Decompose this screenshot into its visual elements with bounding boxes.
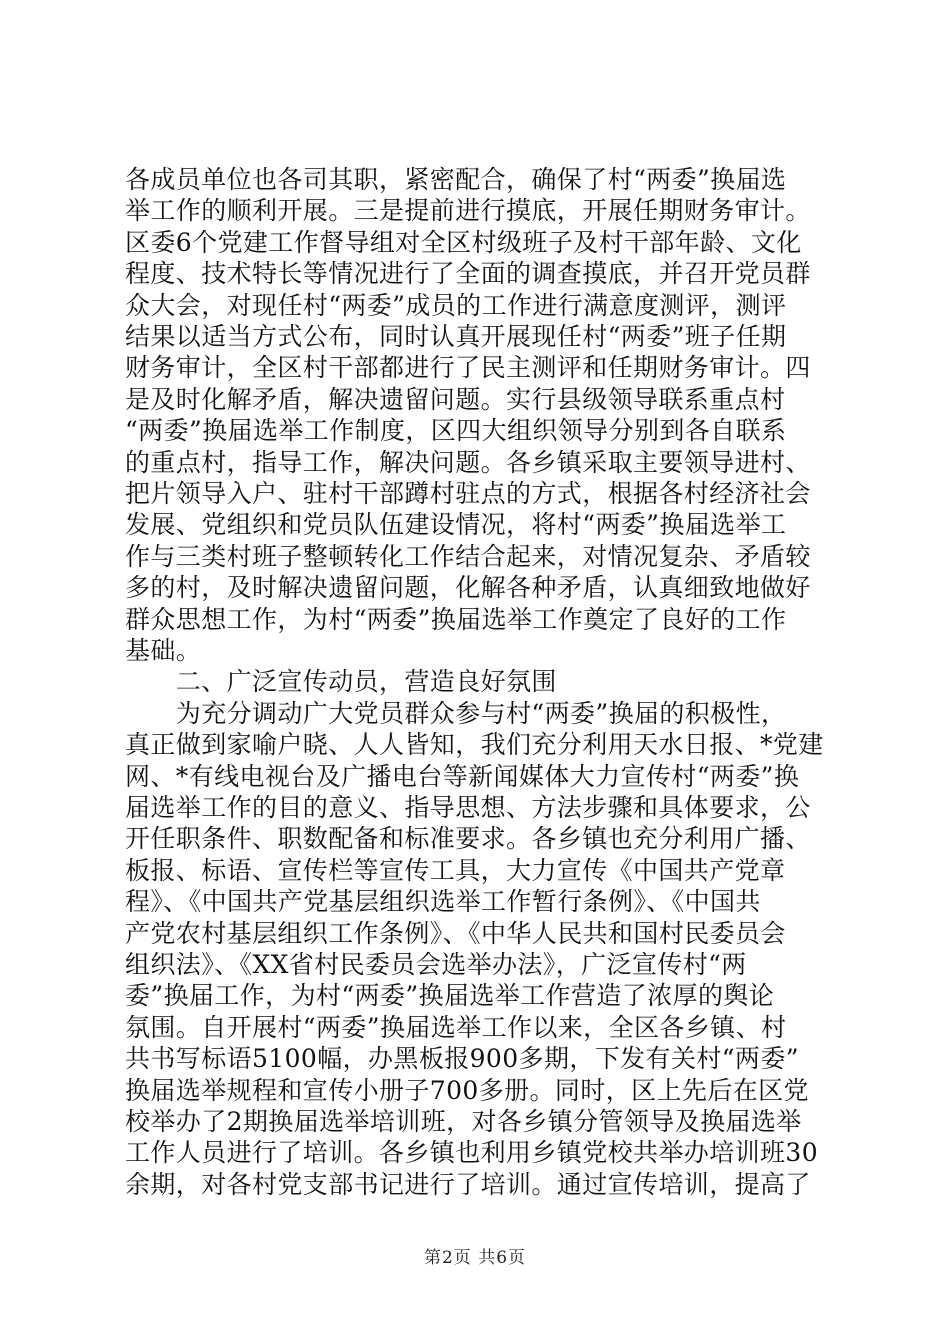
text-line: 氛围。自开展村“两委”换届选举工作以来，全区各乡镇、村 bbox=[125, 1012, 787, 1042]
text-line: 举工作的顺利开展。三是提前进行摸底，开展任期财务审计。 bbox=[125, 196, 811, 226]
text-line: 程》、《中国共产党基层组织选举工作暂行条例》、《中国共 bbox=[125, 887, 761, 917]
text-line: 余期，对各村党支部书记进行了培训。通过宣传培训，提高了 bbox=[125, 1169, 811, 1199]
text-line: 众大会，对现任村“两委”成员的工作进行满意度测评，测评 bbox=[125, 290, 787, 320]
text-line: 区委6个党建工作督导组对全区村级班子及村干部年龄、文化 bbox=[125, 227, 802, 257]
text-line: 产党农村基层组织工作条例》、《中华人民共和国村民委员会 bbox=[125, 918, 786, 948]
text-line: 是及时化解矛盾，解决遗留问题。实行县级领导联系重点村 bbox=[125, 384, 786, 414]
text-line: 届选举工作的目的意义、指导思想、方法步骤和具体要求，公 bbox=[125, 793, 811, 822]
text-line: 共书写标语5100幅，办黑板报900多期，下发有关村“两委” bbox=[125, 1044, 799, 1074]
text-line: 换届选举规程和宣传小册子700多册。同时，区上先后在区党 bbox=[125, 1075, 809, 1105]
text-line: 财务审计，全区村干部都进行了民主测评和任期财务审计。四 bbox=[125, 353, 811, 383]
text-line: 真正做到家喻户晓、人人皆知，我们充分利用天水日报、*党建 bbox=[125, 730, 824, 760]
text-line: 网、*有线电视台及广播电台等新闻媒体大力宣传村“两委”换 bbox=[125, 761, 800, 791]
text-line: 群众思想工作，为村“两委”换届选举工作奠定了良好的工作 bbox=[125, 604, 787, 634]
text-line: 校举办了2期换届选举培训班，对各乡镇分管领导及换届选举 bbox=[125, 1107, 802, 1136]
text-line: 发展、党组织和党员队伍建设情况，将村“两委”换届选举工 bbox=[125, 510, 787, 540]
text-line: 作与三类村班子整顿转化工作结合起来，对情况复杂、矛盾较 bbox=[125, 541, 811, 571]
page-footer: 第2页 共6页 bbox=[423, 1248, 527, 1268]
text-line: 多的村，及时解决遗留问题，化解各种矛盾，认真细致地做好 bbox=[125, 573, 811, 603]
text-line: 开任职条件、职数配备和标准要求。各乡镇也充分利用广播、 bbox=[125, 824, 811, 854]
text-line: 把片领导入户、驻村干部蹲村驻点的方式，根据各村经济社会 bbox=[125, 479, 811, 508]
text-line: 二、广泛宣传动员，营造良好氛围 bbox=[125, 667, 557, 697]
text-line: 的重点村，指导工作，解决问题。各乡镇采取主要领导进村、 bbox=[125, 447, 811, 477]
text-line: 组织法》、《XX省村民委员会选举办法》，广泛宣传村“两 bbox=[125, 950, 747, 979]
text-line: 板报、标语、宣传栏等宣传工具，大力宣传《中国共产党章 bbox=[125, 855, 786, 885]
text-line: 结果以适当方式公布，同时认真开展现任村“两委”班子任期 bbox=[125, 322, 787, 351]
text-line: 各成员单位也各司其职，紧密配合，确保了村“两委”换届选 bbox=[125, 165, 787, 194]
text-line: “两委”换届选举工作制度，区四大组织领导分别到各自联系 bbox=[125, 416, 787, 446]
text-line: 为充分调动广大党员群众参与村“两委”换届的积极性， bbox=[125, 698, 787, 728]
text-line: 委”换届工作，为村“两委”换届选举工作营造了浓厚的舆论 bbox=[125, 981, 775, 1011]
text-line: 工作人员进行了培训。各乡镇也利用乡镇党校共举办培训班30 bbox=[125, 1138, 819, 1168]
text-line: 程度、技术特长等情况进行了全面的调查摸底，并召开党员群 bbox=[125, 259, 811, 289]
text-line: 基础。 bbox=[125, 636, 202, 665]
